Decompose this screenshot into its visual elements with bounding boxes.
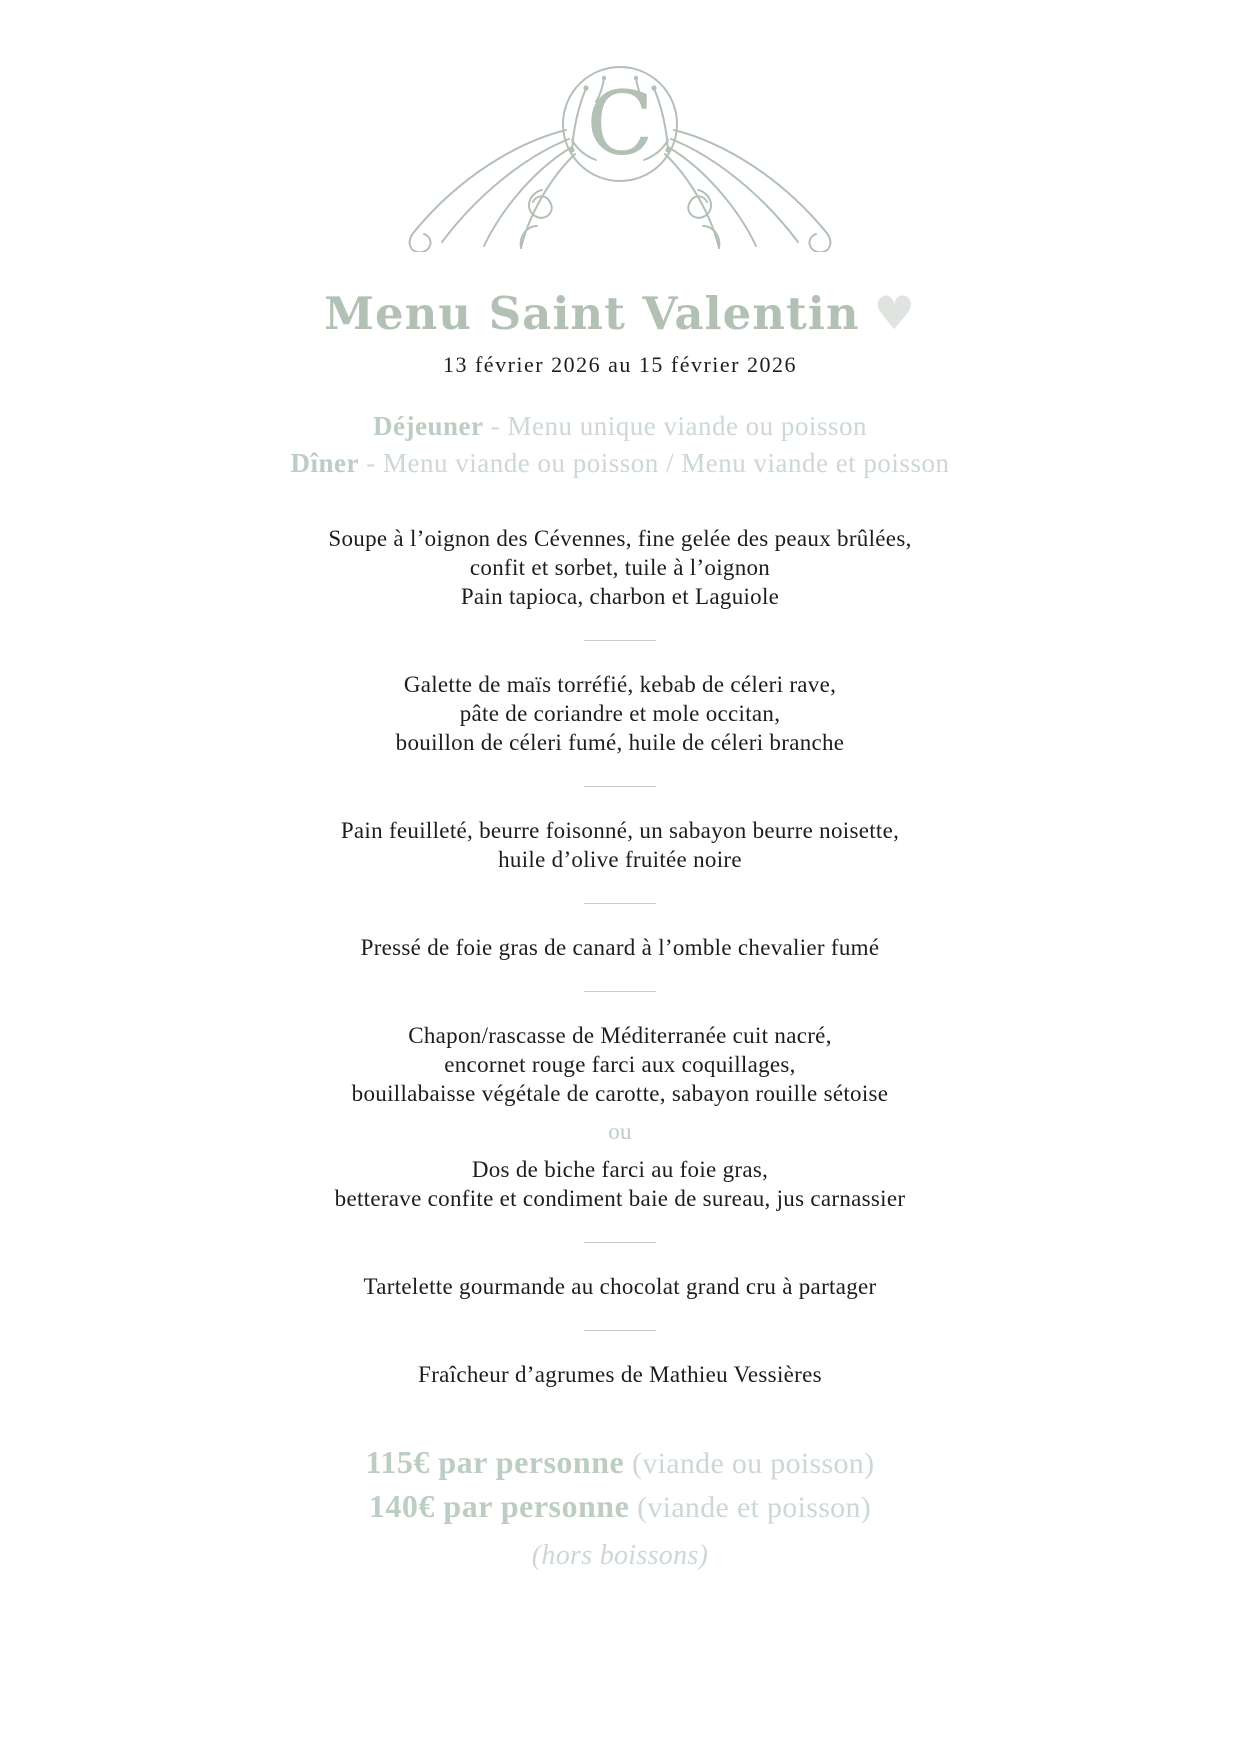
course-item — [0, 524, 1240, 611]
course-divider — [584, 991, 656, 992]
course-line: betterave confite et condiment baie de sureau, jus carnassier — [334, 1186, 906, 1211]
logo-monogram-icon — [390, 62, 850, 252]
heart-icon: ♥ — [873, 286, 916, 340]
course-item — [0, 1021, 1240, 1108]
course-line: encornet rouge farci aux coquillages, — [444, 1052, 796, 1077]
price-line — [0, 1441, 1240, 1485]
course-divider — [584, 786, 656, 787]
service-line-diner — [0, 445, 1240, 482]
price-line — [0, 1485, 1240, 1529]
course-divider — [584, 640, 656, 641]
course-line: Pain feuilleté, beurre foisonné, un sabayon beurre noisette, — [340, 818, 900, 843]
course-line: confit et sorbet, tuile à l’oignon — [469, 555, 771, 580]
title-text: Menu Saint Valentin — [324, 286, 860, 340]
service-description: - Menu viande ou poisson / Menu viande et poisson — [359, 448, 950, 478]
course-item — [0, 1155, 1240, 1213]
course-divider — [584, 1242, 656, 1243]
price-section — [0, 1441, 1240, 1577]
course-line: Chapon/rascasse de Méditerranée cuit nacré, — [408, 1023, 832, 1048]
course-item — [0, 1360, 1240, 1389]
service-label: Dîner — [290, 448, 360, 478]
or-separator: ou — [608, 1119, 632, 1144]
restaurant-logo — [390, 62, 850, 252]
course-item — [0, 1272, 1240, 1301]
drinks-excluded-note: (hors boissons) — [531, 1540, 709, 1571]
course-item — [0, 933, 1240, 962]
service-description: - Menu unique viande ou poisson — [483, 411, 867, 441]
price-note: (viande ou poisson) — [632, 1447, 875, 1480]
course-line: Fraîcheur d’agrumes de Mathieu Vessières — [418, 1362, 822, 1387]
date-range: 13 février 2026 au 15 février 2026 — [442, 352, 797, 377]
price-amount: 115€ par personne — [365, 1444, 625, 1480]
course-line: Galette de maïs torréfié, kebab de céleri rave, — [403, 672, 837, 697]
price-note: (viande et poisson) — [637, 1491, 872, 1524]
course-line: bouillon de céleri fumé, huile de céleri branche — [395, 730, 845, 755]
course-item — [0, 670, 1240, 757]
course-divider — [584, 1330, 656, 1331]
service-line-dejeuner — [0, 408, 1240, 445]
course-line: bouillabaisse végétale de carotte, sabayon rouille sétoise — [351, 1081, 889, 1106]
course-line: Tartelette gourmande au chocolat grand cru à partager — [363, 1274, 877, 1299]
price-amount: 140€ par personne — [368, 1488, 630, 1524]
course-line: Pain tapioca, charbon et Laguiole — [460, 584, 780, 609]
course-item — [0, 816, 1240, 874]
service-label: Déjeuner — [373, 411, 484, 441]
course-line: Soupe à l’oignon des Cévennes, fine gelée des peaux brûlées, — [328, 526, 912, 551]
services-info — [0, 408, 1240, 482]
logo-letter: C — [586, 72, 654, 175]
course-line: Pressé de foie gras de canard à l’omble chevalier fumé — [360, 935, 880, 960]
course-line: huile d’olive fruitée noire — [498, 847, 742, 872]
course-line: Dos de biche farci au foie gras, — [471, 1157, 769, 1182]
course-line: pâte de coriandre et mole occitan, — [459, 701, 781, 726]
page-title — [0, 286, 1240, 340]
course-list — [0, 524, 1240, 1389]
course-divider — [584, 903, 656, 904]
